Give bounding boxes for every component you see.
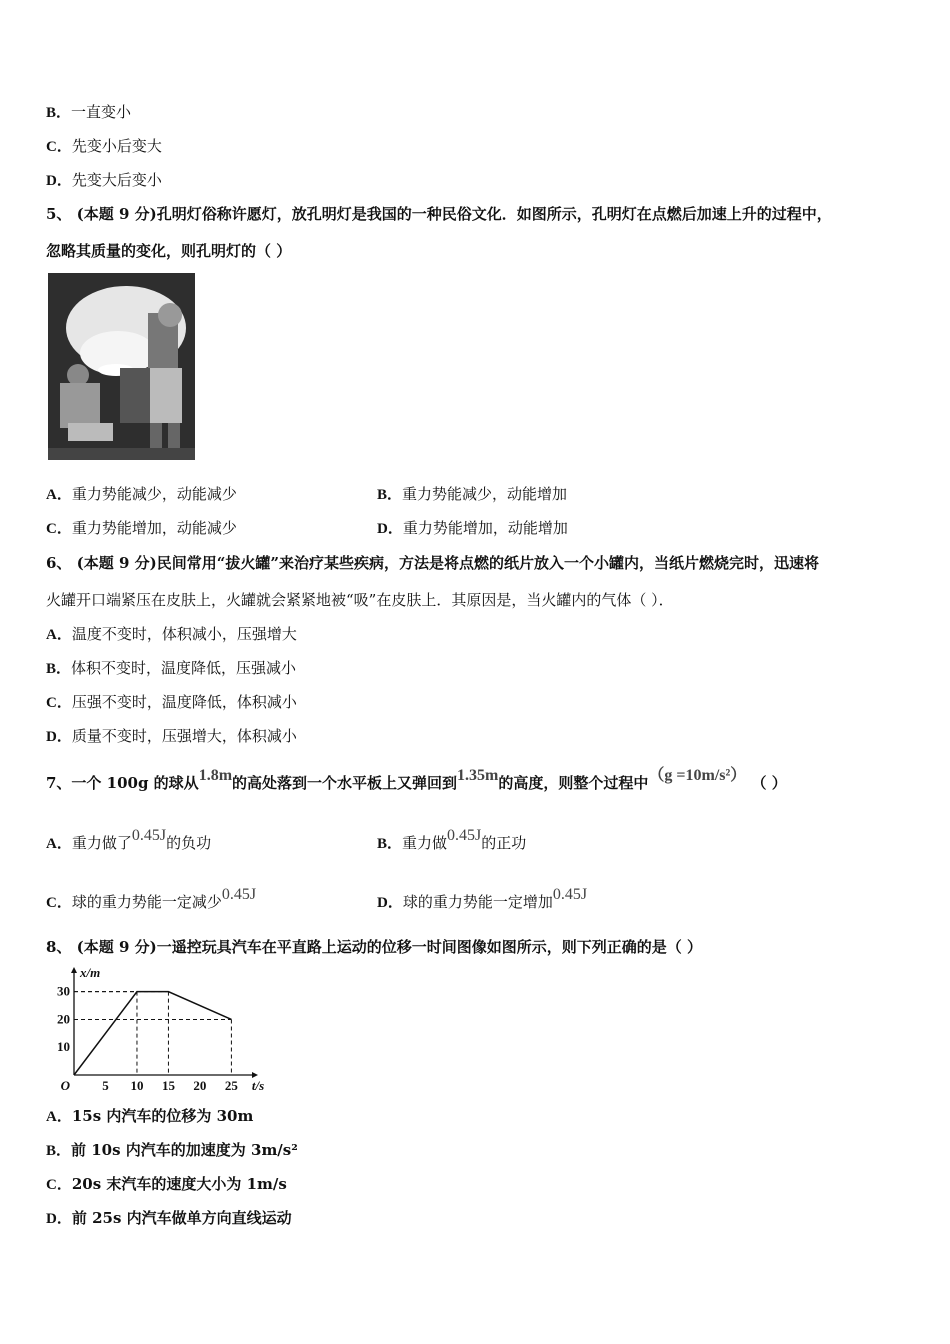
q4-option-c: C．先变小后变大 xyxy=(46,137,162,155)
q6-option-b: B．体积不变时，温度降低，压强减小 xyxy=(46,659,297,677)
origin-label: O xyxy=(60,1078,70,1093)
displacement-time-graph xyxy=(46,965,265,1093)
q6-option-d: D．质量不变时，压强增大，体积减小 xyxy=(46,727,297,745)
q5-stem-line2: 忽略其质量的变化，则孔明灯的（ ） xyxy=(46,242,292,260)
q6-option-c: C．压强不变时，温度降低，体积减小 xyxy=(46,693,297,711)
q4-option-b: B．一直变小 xyxy=(46,103,132,121)
x-tick-label: 15 xyxy=(161,1078,175,1093)
y-tick-label: 10 xyxy=(57,1039,70,1055)
x-tick-label: 25 xyxy=(224,1078,238,1093)
x-tick-label: 5 xyxy=(102,1078,109,1093)
q5-option-a: A．重力势能减少，动能减少 xyxy=(46,485,237,503)
q5-option-b: B．重力势能减少，动能增加 xyxy=(377,485,568,503)
q6-stem-line1: 6、 (本题 9 分)民间常用“拔火罐”来治疗某些疾病，方法是将点燃的纸片放入一个小罐内，当纸片燃烧完时，迅速将 xyxy=(46,554,819,572)
q8-option-c: C．20s 末汽车的速度大小为 1m/s xyxy=(46,1175,287,1193)
q7-option-d: D．球的重力势能一定增加0.45J xyxy=(377,886,588,911)
y-tick-label: 20 xyxy=(57,1011,70,1027)
q5-option-d: D．重力势能增加，动能增加 xyxy=(377,519,568,537)
sky-lantern-photo xyxy=(48,273,195,460)
q6-stem-line2: 火罐开口端紧压在皮肤上，火罐就会紧紧地被“吸”在皮肤上．其原因是，当火罐内的气体（ ）． xyxy=(46,591,674,609)
x-tick-label: 10 xyxy=(130,1078,144,1093)
q6-option-a: A．温度不变时，体积减小，压强增大 xyxy=(46,625,297,643)
q7-height-start: 1.8m xyxy=(198,767,233,784)
q7-height-end: 1.35m xyxy=(457,767,499,784)
q8-stem: 8、 (本题 9 分)一遥控玩具汽车在平直路上运动的位移一时间图像如图所示，则下列正确的是（ ） xyxy=(46,938,702,956)
q8-option-a: A．15s 内汽车的位移为 30m xyxy=(46,1107,254,1125)
q4-option-d: D．先变大后变小 xyxy=(46,171,162,189)
q7-stem: 7、一个 100g 的球从1.8m的高处落到一个水平板上又弹回到1.35m的高度，则整个过程中（g =10m/s²） （ ） xyxy=(46,767,787,792)
y-tick-label: 30 xyxy=(57,983,70,999)
q7-option-a: A．重力做了0.45J的负功 xyxy=(46,827,212,852)
series-line xyxy=(74,992,231,1075)
y-axis-label: x/m xyxy=(80,965,101,980)
q7-gravity-note: （g =10m/s²） xyxy=(648,767,747,784)
q7-option-c: C．球的重力势能一定减少0.45J xyxy=(46,886,257,911)
q7-option-b: B．重力做0.45J的正功 xyxy=(377,827,527,852)
x-tick-label: 20 xyxy=(193,1078,207,1093)
q8-option-b: B．前 10s 内汽车的加速度为 3m/s² xyxy=(46,1141,298,1159)
x-axis-label: t/s xyxy=(251,1078,265,1093)
q5-option-c: C．重力势能增加，动能减少 xyxy=(46,519,237,537)
q5-stem-line1: 5、 (本题 9 分)孔明灯俗称许愿灯，放孔明灯是我国的一种民俗文化．如图所示，孔明灯在点燃后加速上升的过程中， xyxy=(46,205,832,223)
y-axis-arrow xyxy=(71,967,77,973)
q8-option-d: D．前 25s 内汽车做单方向直线运动 xyxy=(46,1209,292,1227)
